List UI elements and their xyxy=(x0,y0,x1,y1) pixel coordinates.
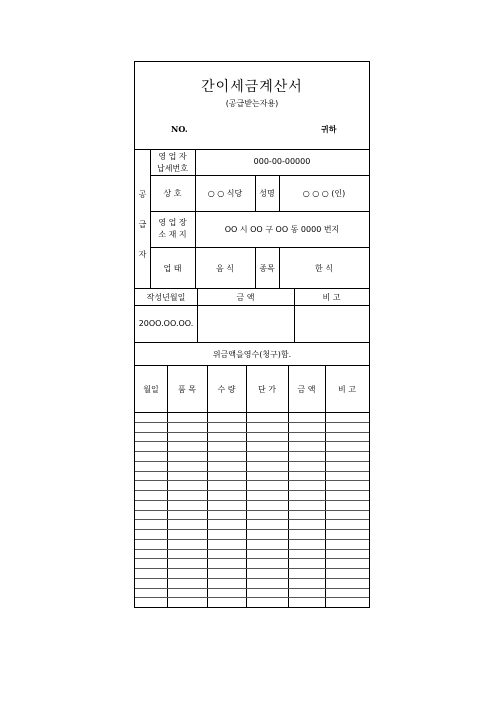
items-header-product: 품 목 xyxy=(178,385,196,394)
supplier-row-line-3 xyxy=(150,247,369,248)
trade-name-label: 상 호 xyxy=(163,189,182,198)
table-row-line xyxy=(135,510,369,511)
items-col-divider-1 xyxy=(167,365,168,607)
items-header-amount: 금 액 xyxy=(297,385,316,394)
reg-no-label: 영 업 자 납세번호 xyxy=(157,152,188,173)
date-header: 작성년월일 xyxy=(146,293,186,302)
table-row-line xyxy=(135,500,369,501)
table-row-line xyxy=(135,471,369,472)
items-col-divider-5 xyxy=(325,365,326,607)
reg-no-value: 000-00-00000 xyxy=(253,157,311,166)
category-value: 한 식 xyxy=(315,264,333,273)
address-value: OO 시 OO 구 OO 동 0000 번지 xyxy=(224,225,340,234)
table-row-line xyxy=(135,549,369,550)
items-header-line xyxy=(135,412,369,413)
table-row-line xyxy=(135,588,369,589)
items-col-divider-3 xyxy=(246,365,247,607)
address-label: 영 업 장 소 재 지 xyxy=(158,218,187,239)
supplier-row-line-1 xyxy=(150,175,369,176)
table-row-line xyxy=(135,451,369,452)
table-row-line xyxy=(135,529,369,530)
items-header-remarks: 비 고 xyxy=(338,385,356,394)
receipt-bottom-line xyxy=(135,365,369,366)
date-value: 20OO.OO.OO. xyxy=(138,319,194,328)
remarks-header: 비 고 xyxy=(322,293,341,302)
items-header-quantity: 수 량 xyxy=(217,385,236,394)
table-row-line xyxy=(135,422,369,423)
honorific-label: 귀하 xyxy=(321,124,337,134)
items-col-divider-4 xyxy=(288,365,289,607)
amount-header: 금 액 xyxy=(236,293,255,302)
category-label: 종목 xyxy=(259,264,275,273)
summary-header-line xyxy=(135,305,369,306)
business-type-label: 업 태 xyxy=(163,264,182,273)
number-label: NO. xyxy=(171,124,188,134)
owner-name-label: 성명 xyxy=(259,189,275,198)
table-row-line xyxy=(135,558,369,559)
summary-bottom-border xyxy=(135,342,369,343)
document-subtitle: (공급받는자용) xyxy=(225,99,279,108)
receipt-statement: 위금액을영수(청구)함. xyxy=(212,350,292,359)
items-header-date: 월일 xyxy=(143,385,159,394)
table-row-line xyxy=(135,480,369,481)
owner-name-value: ○ ○ ○ (인) xyxy=(302,189,346,198)
table-row-line xyxy=(135,578,369,579)
table-row-line xyxy=(135,539,369,540)
table-row-line xyxy=(135,461,369,462)
tax-invoice-form xyxy=(134,61,370,608)
items-col-divider-2 xyxy=(207,365,208,607)
table-row-line xyxy=(135,568,369,569)
items-header-unit-price: 단 가 xyxy=(258,385,276,394)
table-row-line xyxy=(135,490,369,491)
summary-top-border xyxy=(135,288,369,289)
business-type-value: 음 식 xyxy=(216,264,234,273)
trade-name-value: ○ ○ 식당 xyxy=(207,189,243,198)
table-row-line xyxy=(135,441,369,442)
table-row-line xyxy=(135,519,369,520)
table-row-line xyxy=(135,432,369,433)
supplier-side-label: 공 급 자 xyxy=(138,190,147,259)
supplier-row-line-2 xyxy=(150,211,369,212)
table-row-line xyxy=(135,597,369,598)
document-title: 간이세금계산서 xyxy=(201,79,303,95)
supplier-top-border xyxy=(135,149,369,150)
